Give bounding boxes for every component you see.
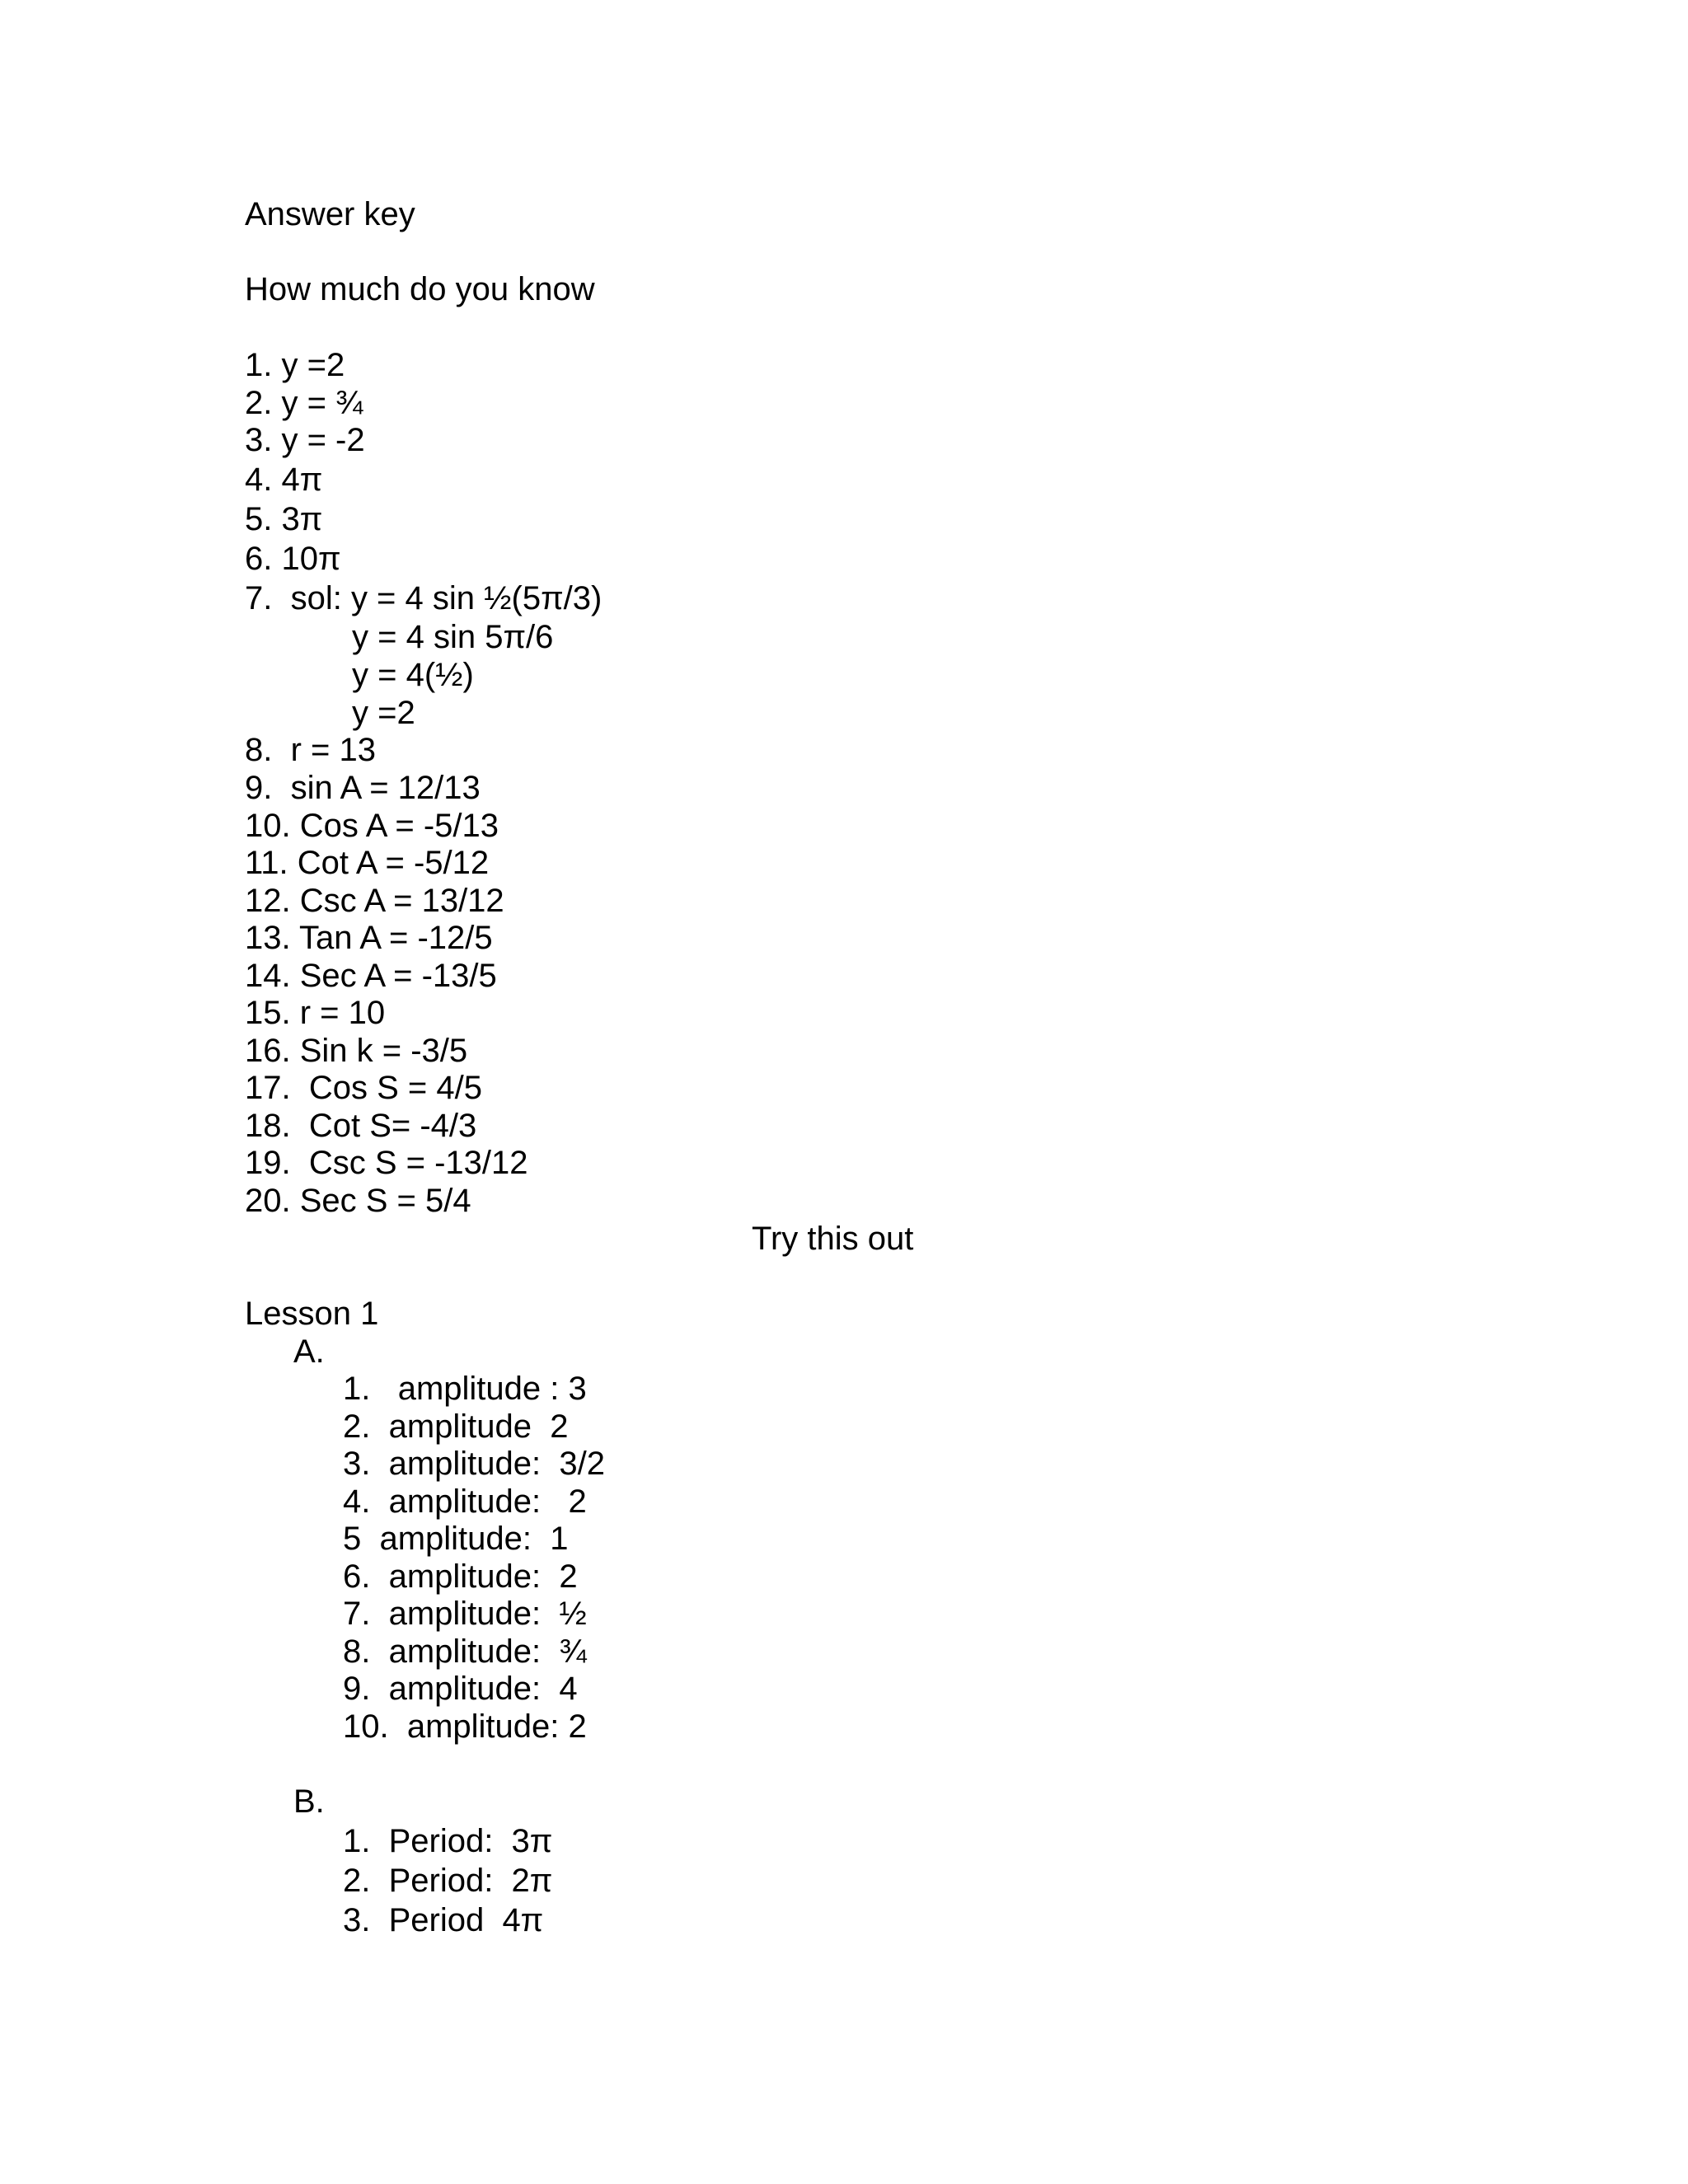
answer-line: 14. Sec A = -13/5 bbox=[245, 958, 497, 994]
amplitude-item: 8. amplitude: ¾ bbox=[343, 1633, 587, 1670]
amplitude-item: 6. amplitude: 2 bbox=[343, 1558, 578, 1595]
answer-line: 2. y = ¾ bbox=[245, 385, 363, 421]
answer-line: 11. Cot A = -5/12 bbox=[245, 845, 490, 881]
amplitude-item: 2. amplitude 2 bbox=[343, 1408, 569, 1445]
amplitude-item: 3. amplitude: 3/2 bbox=[343, 1446, 605, 1482]
answer-line: 6. 10π bbox=[245, 541, 341, 577]
lesson-title: Lesson 1 bbox=[245, 1296, 379, 1332]
document-title: Answer key bbox=[245, 196, 415, 232]
answer-line: 4. 4π bbox=[245, 462, 323, 498]
answer-line: 1. y =2 bbox=[245, 347, 345, 383]
period-item: 1. Period: 3π bbox=[343, 1823, 553, 1859]
amplitude-item: 4. amplitude: 2 bbox=[343, 1483, 587, 1520]
period-item: 2. Period: 2π bbox=[343, 1863, 553, 1899]
amplitude-item: 5 amplitude: 1 bbox=[343, 1521, 569, 1557]
answer-line: 20. Sec S = 5/4 bbox=[245, 1183, 471, 1219]
amplitude-item: 7. amplitude: ½ bbox=[343, 1596, 587, 1632]
period-item: 3. Period 4π bbox=[343, 1902, 544, 1938]
part-a-label: A. bbox=[293, 1333, 325, 1370]
solution-step: y =2 bbox=[352, 695, 415, 731]
answer-line: 16. Sin k = -3/5 bbox=[245, 1033, 468, 1069]
amplitude-item: 10. amplitude: 2 bbox=[343, 1708, 587, 1745]
answer-line: 18. Cot S= -4/3 bbox=[245, 1108, 477, 1144]
answer-line: 8. r = 13 bbox=[245, 732, 376, 768]
answer-line: 12. Csc A = 13/12 bbox=[245, 883, 504, 919]
amplitude-item: 1. amplitude : 3 bbox=[343, 1371, 587, 1407]
answer-line: 19. Csc S = -13/12 bbox=[245, 1145, 528, 1181]
try-heading: Try this out bbox=[752, 1221, 914, 1257]
part-b-label: B. bbox=[293, 1783, 325, 1820]
answer-line: 10. Cos A = -5/13 bbox=[245, 808, 499, 844]
answer-line: 7. sol: y = 4 sin ½(5π/3) bbox=[245, 580, 603, 616]
answer-line: 3. y = -2 bbox=[245, 422, 365, 458]
answer-line: 5. 3π bbox=[245, 501, 323, 537]
answer-line: 13. Tan A = -12/5 bbox=[245, 920, 493, 956]
answer-line: 15. r = 10 bbox=[245, 995, 386, 1031]
answer-line: 9. sin A = 12/13 bbox=[245, 770, 481, 806]
solution-step: y = 4 sin 5π/6 bbox=[352, 619, 554, 655]
solution-step: y = 4(½) bbox=[352, 657, 474, 693]
section-heading: How much do you know bbox=[245, 271, 595, 307]
amplitude-item: 9. amplitude: 4 bbox=[343, 1671, 578, 1707]
answer-line: 17. Cos S = 4/5 bbox=[245, 1070, 482, 1106]
